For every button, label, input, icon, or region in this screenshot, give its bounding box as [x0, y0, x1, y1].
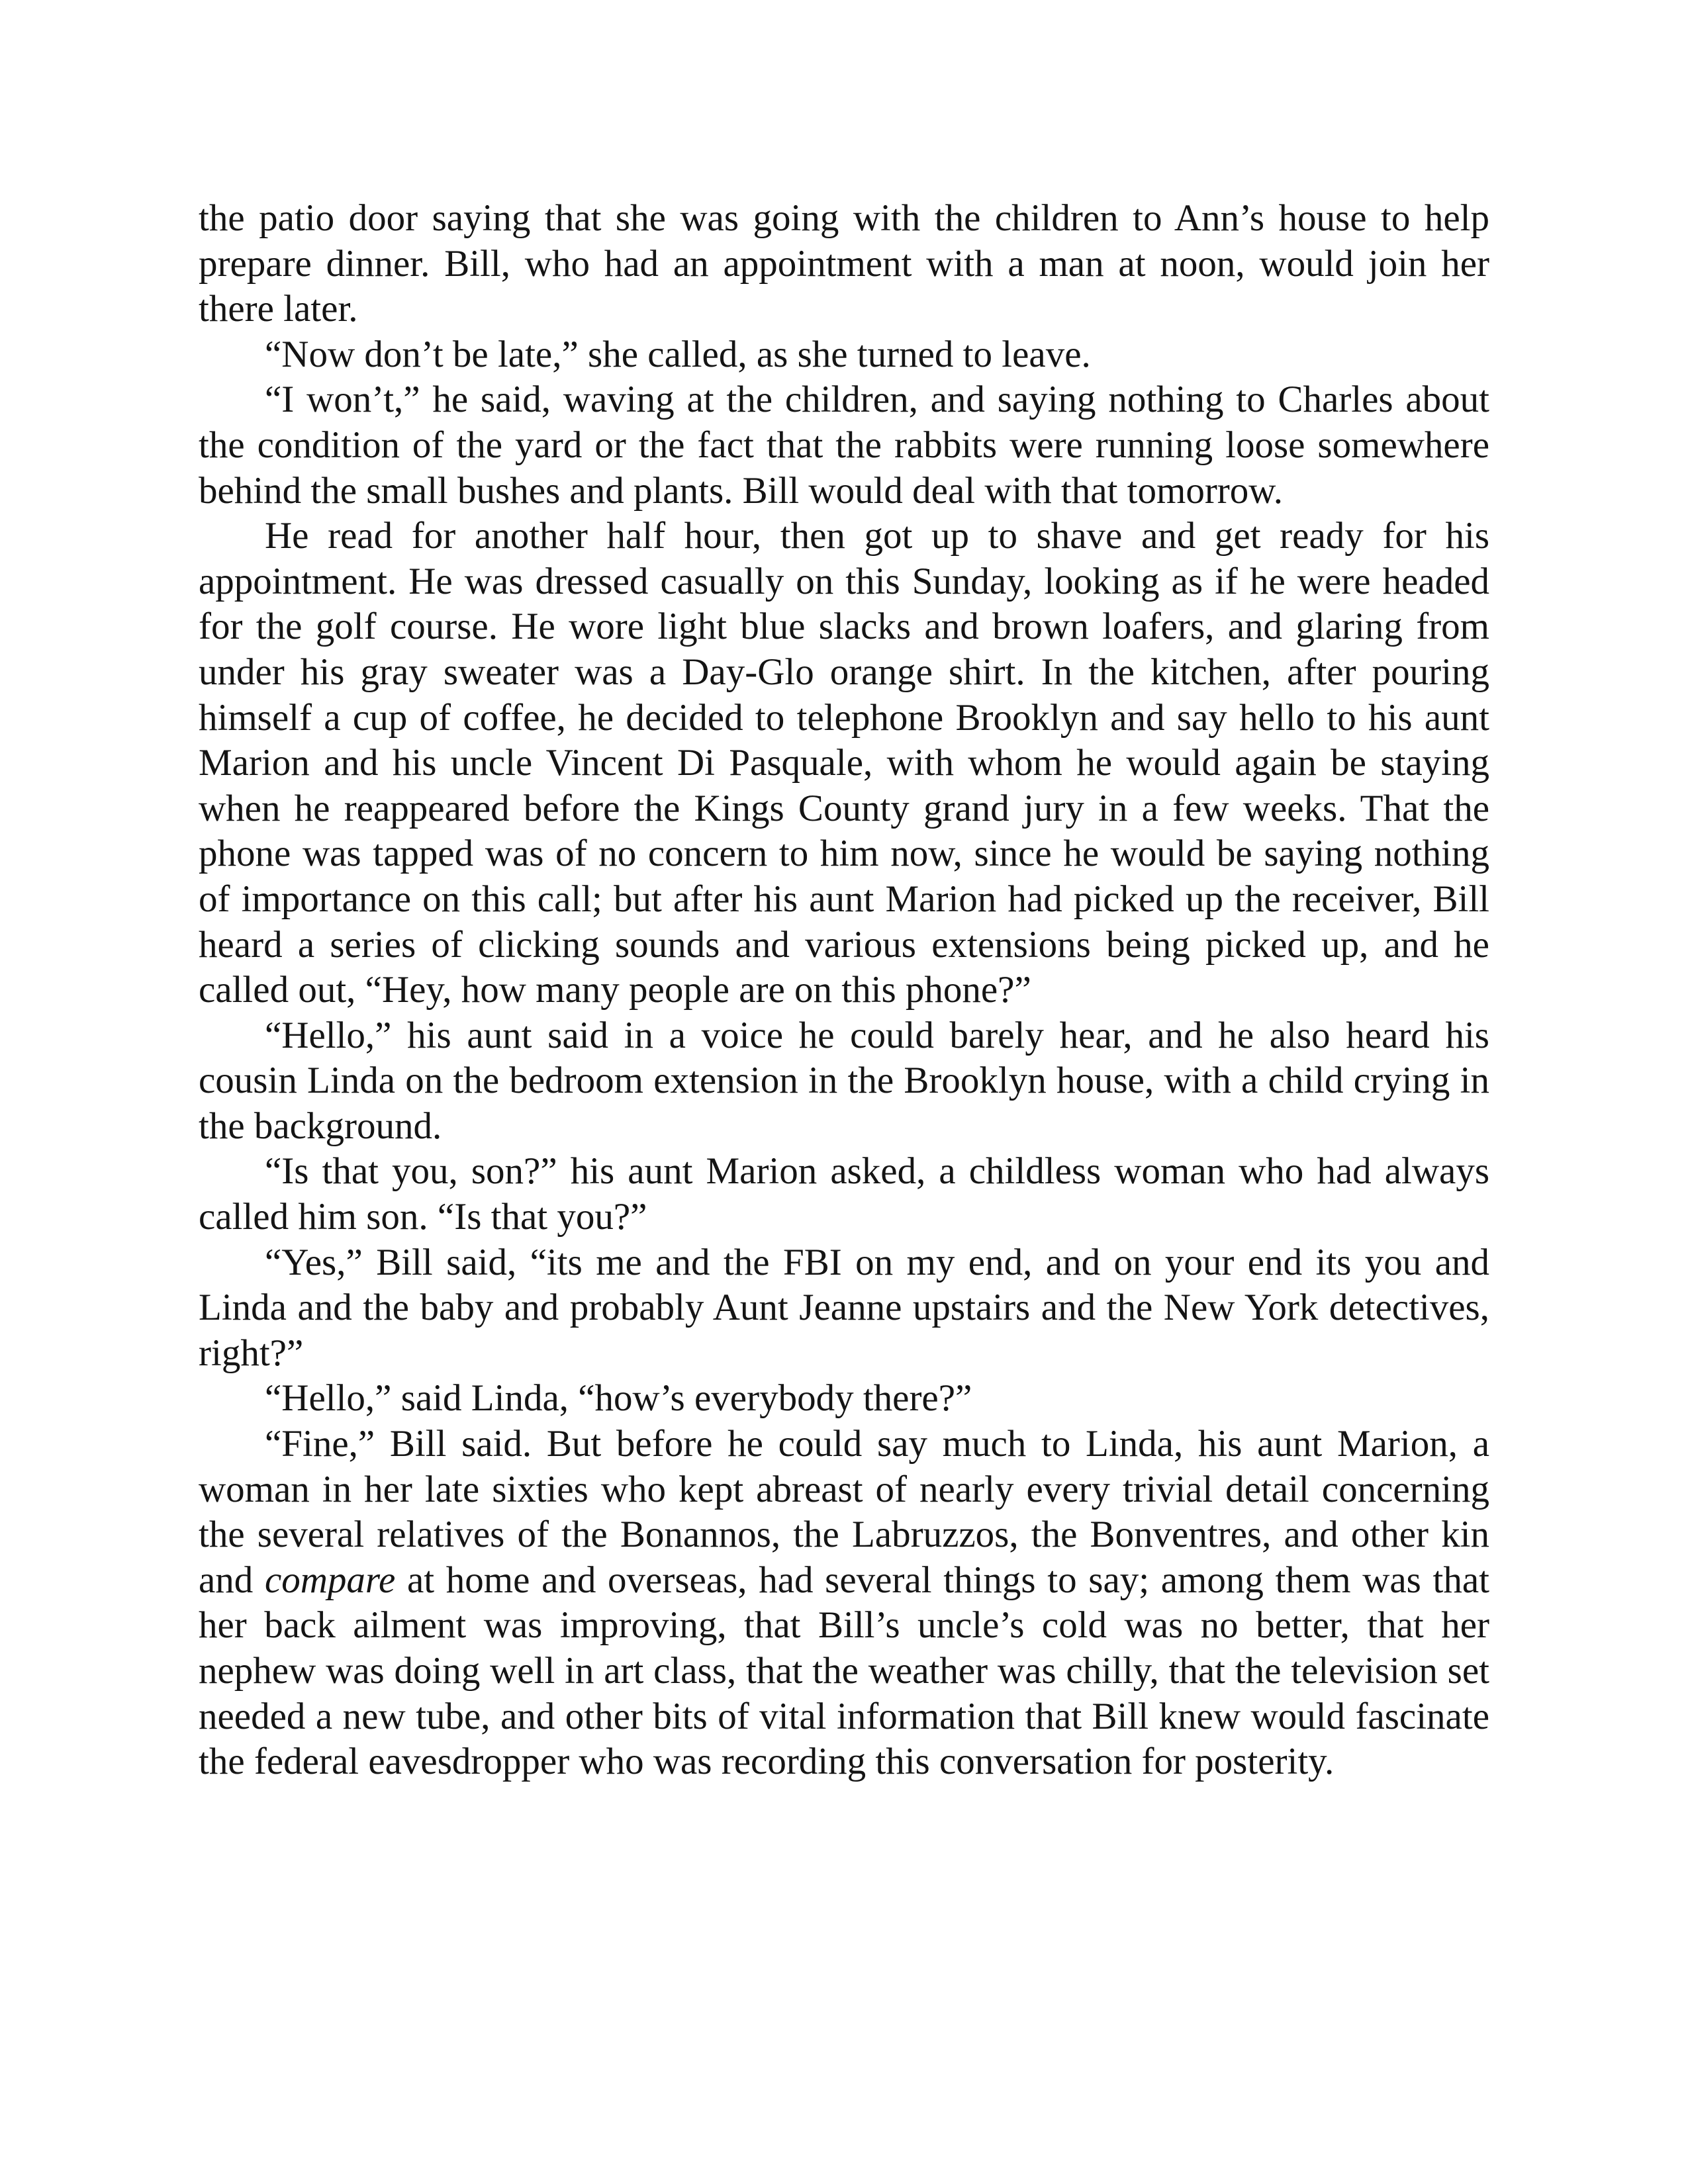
paragraph: He read for another half hour, then got up to shave and get ready for his appointment. He was dressed casually on this Sunday, looking as if he were headed for the golf course. He wore light blue slacks and brown loafers, and glaring from under his gray sweater was a Day-Glo orange shirt. In the kitchen, after pouring himself a cup of coffee, he decided to telephone Brooklyn and say hello to his aunt Marion and his uncle Vincent Di Pasquale, with whom he would again be staying when he reappeared before the Kings County grand jury in a few weeks. That the phone was tapped was of no concern to him now, since he would be saying nothing of importance on this call; but after his aunt Marion had picked up the receiver, Bill heard a series of clicking sounds and various extensions being picked up, and he called out, “Hey, how many people are on this phone?” [199, 515, 1489, 1011]
italic-word: compare [264, 1559, 396, 1601]
paragraph-text: “Fine,” Bill said. But before he could say much to Linda, his aunt Marion, a woman in her late sixties who kept abreast of nearly every trivial detail concerning the several relatives of the Bonannos, the Labruzzos, the Bonventres, and other kin and [199, 1423, 1489, 1601]
paragraph: the patio door saying that she was going with the children to Ann’s house to help prepare dinner. Bill, who had an appointment with a man at noon, would join her there later. [199, 197, 1489, 330]
document-page [199, 196, 1489, 1785]
paragraph: “Is that you, son?” his aunt Marion asked, a childless woman who had always called him son. “Is that you?” [199, 1150, 1489, 1238]
paragraph: “Yes,” Bill said, “its me and the FBI on my end, and on your end its you and Linda and the baby and probably Aunt Jeanne upstairs and the New York detectives, right?” [199, 1241, 1489, 1374]
paragraph: “I won’t,” he said, waving at the children, and saying nothing to Charles about the condition of the yard or the fact that the rabbits were running loose somewhere behind the small bushes and plants. Bill would deal with that tomorrow. [199, 379, 1489, 512]
paragraph [199, 1422, 1489, 1785]
paragraph: “Now don’t be late,” she called, as she turned to leave. [265, 333, 1091, 375]
paragraph-text: at home and overseas, had several things to say; among them was that her back ailment was improving, that Bill’s uncle’s cold was no better, that her nephew was doing well in art class, that the weather was chilly, that the television set needed a new tube, and other bits of vital information that Bill knew would fascinate the federal eavesdropper who was recording this conversation for posterity. [199, 1559, 1489, 1783]
paragraph: “Hello,” said Linda, “how’s everybody there?” [265, 1377, 972, 1420]
paragraph: “Hello,” his aunt said in a voice he could barely hear, and he also heard his cousin Linda on the bedroom extension in the Brooklyn house, with a child crying in the background. [199, 1014, 1489, 1147]
